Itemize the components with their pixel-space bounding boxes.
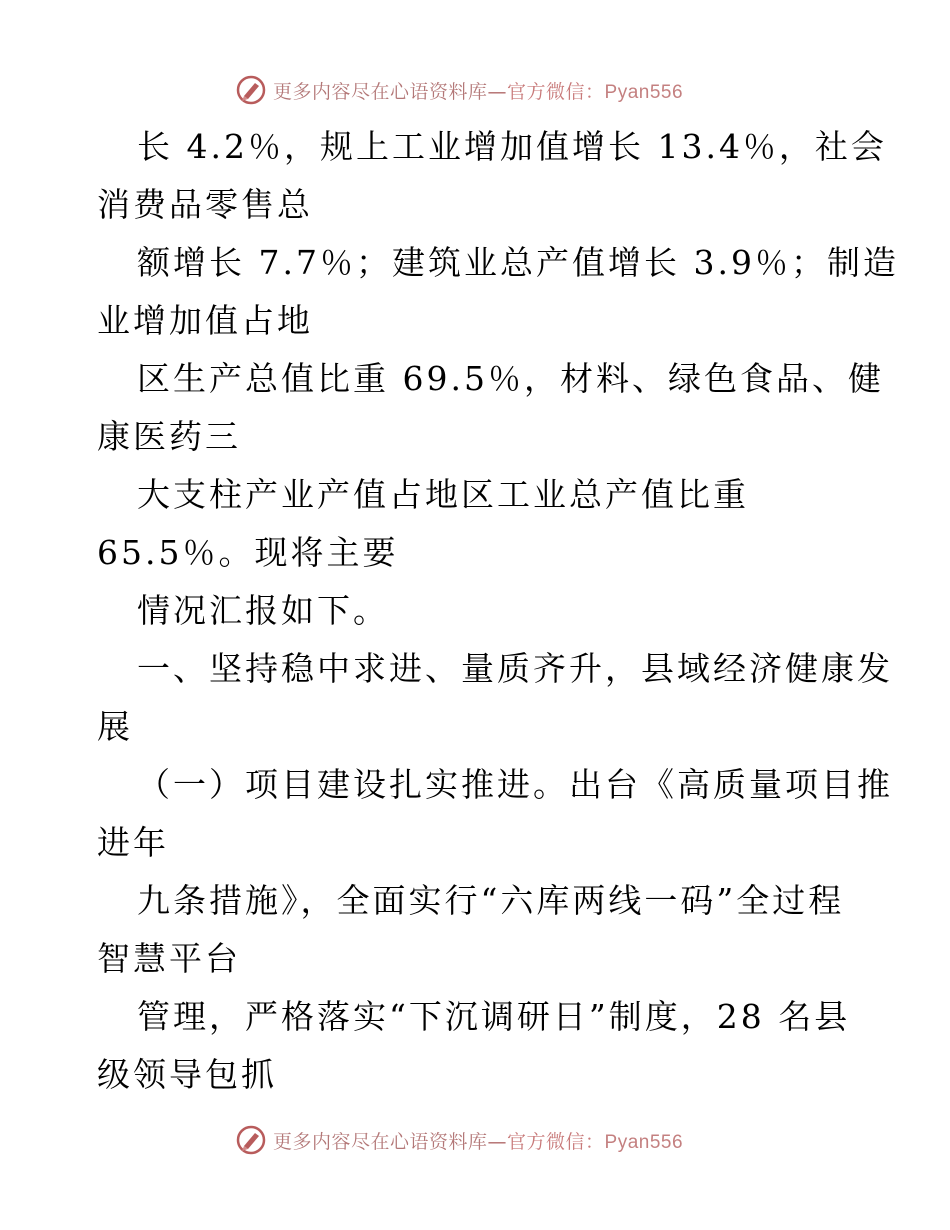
watermark-id: Pyan556	[604, 1131, 684, 1153]
watermark-id: Pyan556	[604, 81, 684, 103]
text-line: 智慧平台	[97, 939, 241, 978]
watermark-text	[273, 77, 683, 104]
text-line: 九条措施》，全面实行“六库两线一码”全过程	[137, 881, 845, 920]
watermark-separator: —	[487, 1130, 508, 1153]
text-line: 65.5％。现将主要	[97, 533, 399, 572]
text-line: 级领导包抓	[97, 1055, 277, 1094]
text-line: 康医药三	[97, 417, 241, 456]
text-line: 业增加值占地	[97, 301, 313, 340]
watermark-brand: 更多内容尽在心语资料库	[273, 1130, 488, 1153]
watermark-label: 官方微信：	[507, 80, 605, 103]
watermark-separator: —	[487, 80, 508, 103]
pen-seal-icon	[235, 74, 267, 106]
text-line: 管理，严格落实“下沉调研日”制度，28 名县	[137, 997, 851, 1036]
watermark-brand: 更多内容尽在心语资料库	[273, 80, 488, 103]
text-line: 情况汇报如下。	[137, 591, 389, 630]
text-line: 大支柱产业产值占地区工业总产值比重	[137, 475, 749, 514]
text-line: 消费品零售总	[97, 185, 313, 224]
watermark-label: 官方微信：	[507, 1130, 605, 1153]
footer-watermark	[235, 1122, 683, 1158]
text-line: 展	[97, 707, 133, 746]
text-line: 区生产总值比重 69.5％，材料、绿色食品、健	[137, 359, 884, 398]
text-line: 进年	[97, 823, 169, 862]
text-line: 长 4.2％，规上工业增加值增长 13.4％，社会	[137, 127, 887, 166]
pen-seal-icon	[235, 1124, 267, 1156]
document-body	[97, 118, 899, 1104]
watermark-text	[273, 1127, 683, 1154]
text-line: （一）项目建设扎实推进。出台《高质量项目推	[137, 765, 893, 804]
header-watermark	[235, 72, 683, 108]
text-line: 一、坚持稳中求进、量质齐升，县域经济健康发	[137, 649, 893, 688]
text-line: 额增长 7.7％；建筑业总产值增长 3.9％；制造	[137, 243, 899, 282]
